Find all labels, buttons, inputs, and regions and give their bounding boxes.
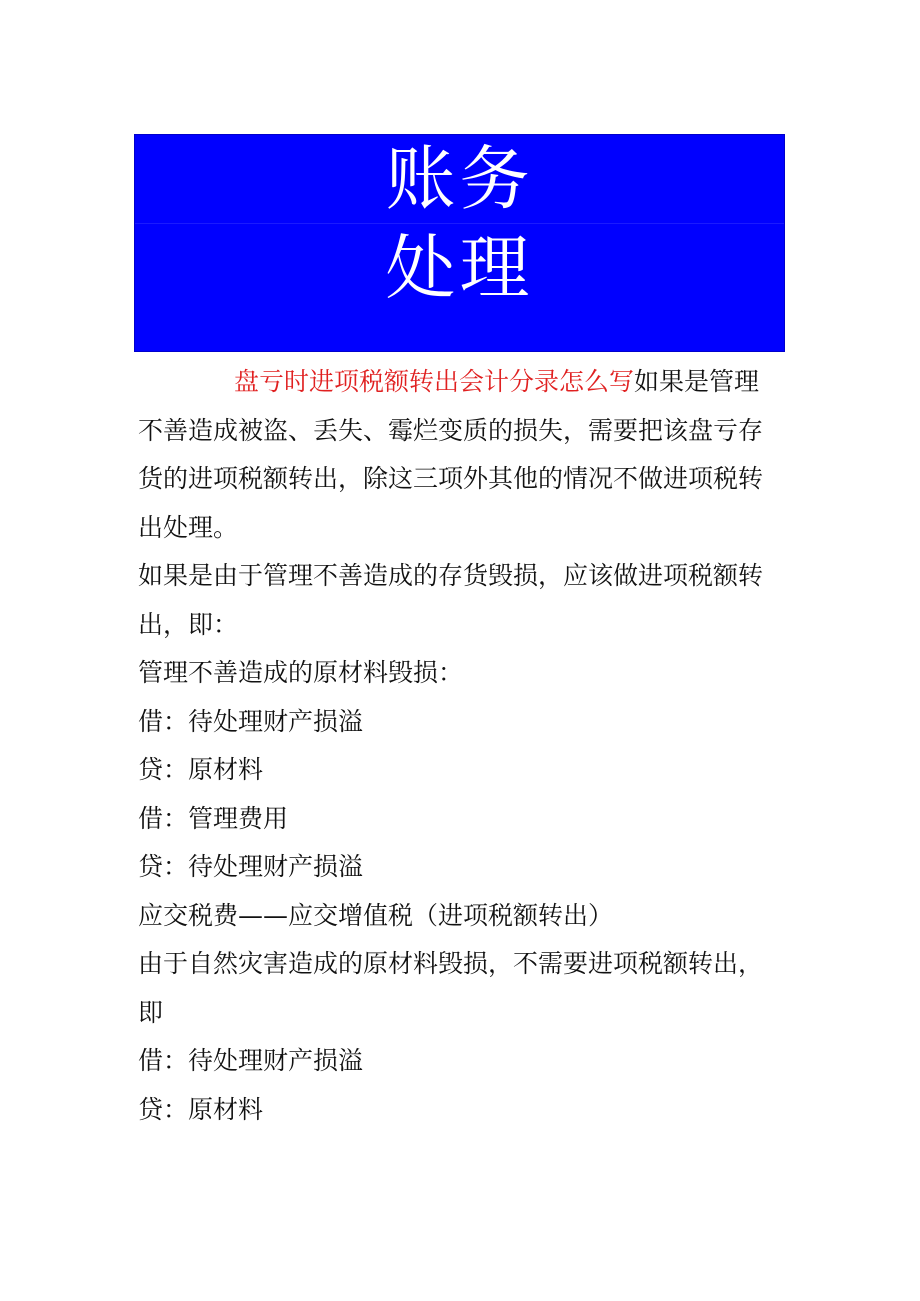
entry-line: 借：待处理财产损溢 bbox=[138, 1046, 364, 1075]
entry-line: 借：管理费用 bbox=[138, 803, 289, 833]
paragraph-damage-mismanagement: 如果是由于管理不善造成的存货毁损，应该做进项税额转出，即： bbox=[138, 561, 764, 639]
article-body bbox=[138, 358, 778, 1134]
article-heading: 盘亏时进项税额转出会计分录怎么写 bbox=[234, 367, 635, 396]
entry-line: 借：待处理财产损溢 bbox=[138, 706, 364, 736]
intro-text: 如果是管理不善造成被盗、丢失、霉烂变质的损失，需要把该盘亏存货的进项税额转出，除这三项外其他的情况不做进项税转出处理。 bbox=[138, 367, 764, 542]
entry-line: 贷：原材料 bbox=[138, 755, 264, 784]
banner-title-line-2: 处理 bbox=[385, 227, 534, 309]
paragraph-natural-disaster: 由于自然灾害造成的原材料毁损，不需要进项税额转出，即 bbox=[138, 949, 764, 1027]
entry-line: 贷：原材料 bbox=[138, 1094, 264, 1124]
entry-caption: 管理不善造成的原材料毁损： bbox=[138, 658, 464, 687]
title-banner bbox=[134, 134, 785, 352]
entry-line: 应交税费——应交增值税（进项税额转出） bbox=[138, 900, 614, 930]
intro-paragraph bbox=[138, 358, 778, 552]
entry-line: 贷：待处理财产损溢 bbox=[138, 852, 364, 881]
banner-title-line-1: 账务 bbox=[385, 138, 534, 220]
